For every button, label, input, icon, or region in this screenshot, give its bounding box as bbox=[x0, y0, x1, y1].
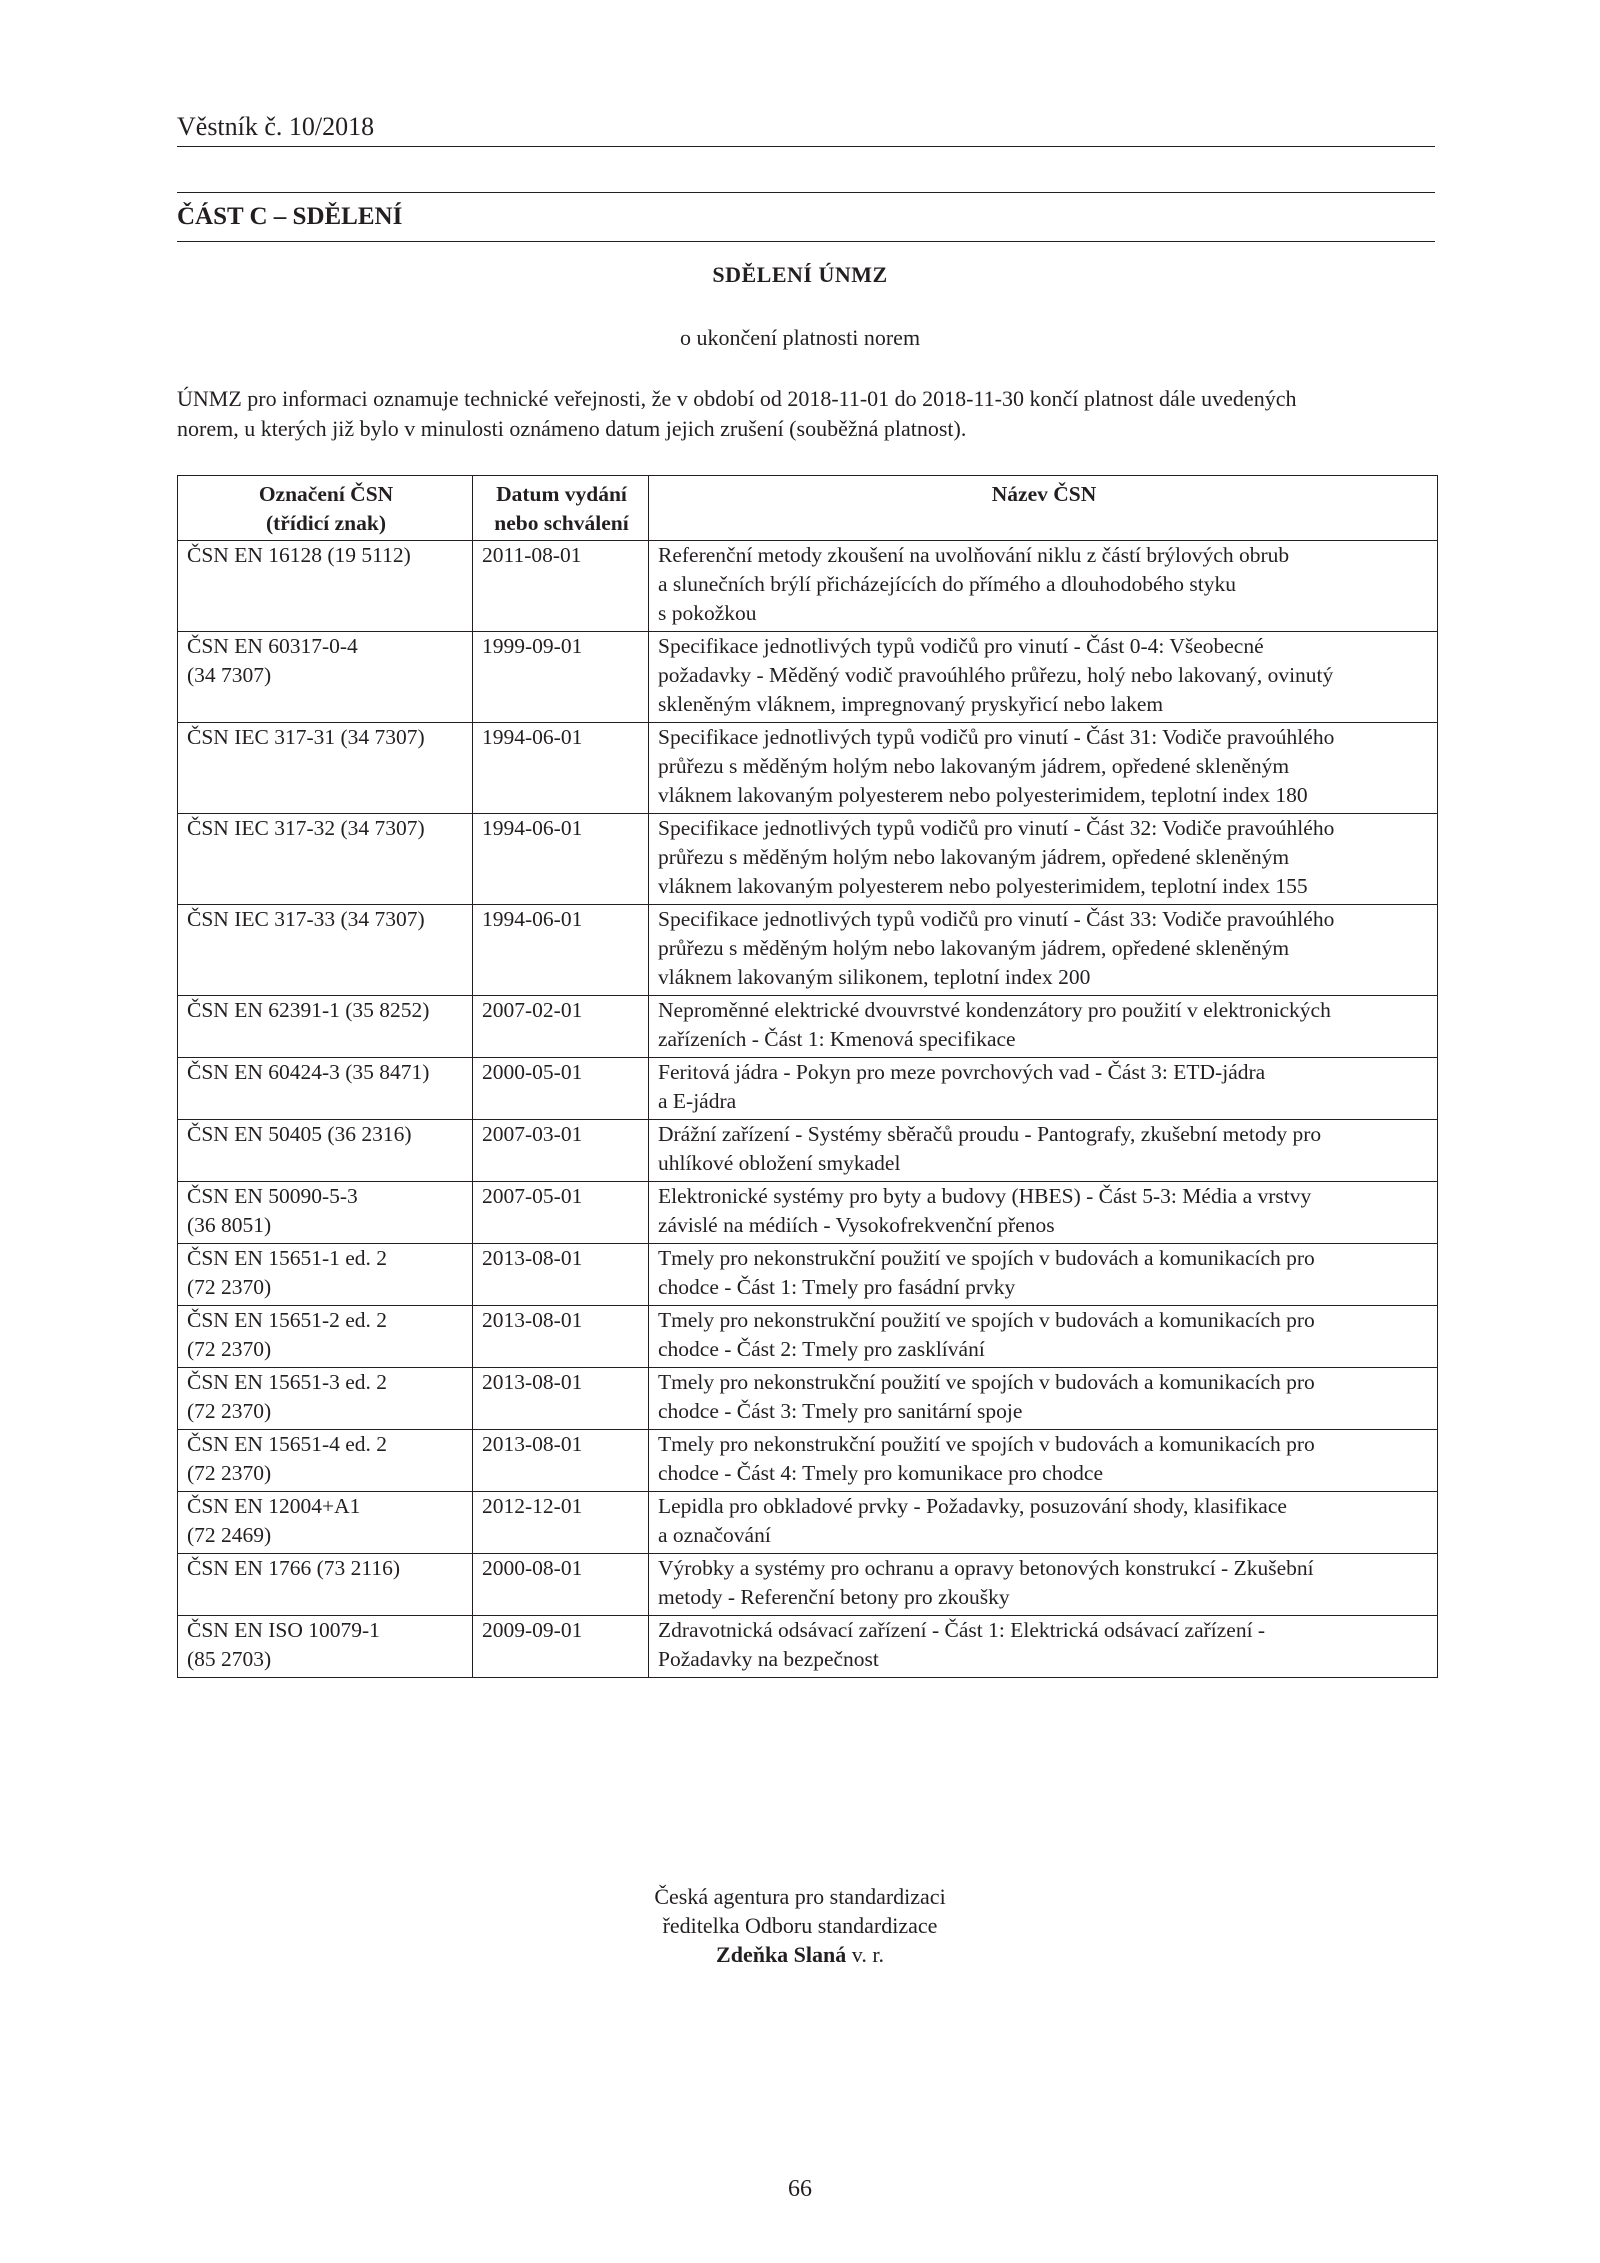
title-line: a E-jádra bbox=[658, 1089, 737, 1113]
cell-title bbox=[649, 1244, 1438, 1306]
table-row bbox=[178, 1058, 1438, 1120]
header-rule bbox=[177, 146, 1435, 147]
title-line: skleněným vláknem, impregnovaný pryskyřicí nebo lakem bbox=[658, 692, 1164, 716]
cell-title bbox=[649, 905, 1438, 996]
header-title: Název ČSN bbox=[649, 476, 1438, 541]
cell-designation bbox=[178, 541, 473, 632]
title-line: zařízeních - Část 1: Kmenová specifikace bbox=[658, 1027, 1016, 1051]
designation-line: ČSN EN 12004+A1 bbox=[187, 1494, 361, 1518]
title-line: průřezu s měděným holým nebo lakovaným jádrem, opředené skleněným bbox=[658, 754, 1290, 778]
date-value: 1994-06-01 bbox=[482, 907, 583, 931]
title-line: Tmely pro nekonstrukční použití ve spojích v budovách a komunikacích pro bbox=[658, 1246, 1315, 1270]
cell-date bbox=[473, 814, 649, 905]
title-line: Elektronické systémy pro byty a budovy (HBES) - Část 5-3: Média a vrstvy bbox=[658, 1184, 1312, 1208]
cell-title bbox=[649, 1554, 1438, 1616]
date-value: 2000-08-01 bbox=[482, 1556, 583, 1580]
table-row bbox=[178, 541, 1438, 632]
title-line: vláknem lakovaným silikonem, teplotní index 200 bbox=[658, 965, 1091, 989]
intro-line: norem, u kterých již bylo v minulosti oznámeno datum jejich zrušení (souběžná platnost). bbox=[177, 416, 967, 441]
table-row bbox=[178, 1368, 1438, 1430]
title-line: průřezu s měděným holým nebo lakovaným jádrem, opředené skleněným bbox=[658, 936, 1290, 960]
title-line: požadavky - Měděný vodič pravoúhlého průřezu, holý nebo lakovaný, ovinutý bbox=[658, 663, 1334, 687]
title-line: Požadavky na bezpečnost bbox=[658, 1647, 879, 1671]
table-row bbox=[178, 1120, 1438, 1182]
title-line: chodce - Část 4: Tmely pro komunikace pro chodce bbox=[658, 1461, 1103, 1485]
designation-line: ČSN EN 16128 (19 5112) bbox=[187, 543, 411, 567]
title-line: metody - Referenční betony pro zkoušky bbox=[658, 1585, 1010, 1609]
cell-title bbox=[649, 1492, 1438, 1554]
table-row bbox=[178, 1182, 1438, 1244]
designation-line: ČSN EN 15651-4 ed. 2 bbox=[187, 1432, 388, 1456]
cell-date bbox=[473, 1492, 649, 1554]
title-line: Tmely pro nekonstrukční použití ve spojích v budovách a komunikacích pro bbox=[658, 1370, 1315, 1394]
table-row bbox=[178, 1616, 1438, 1678]
signature-position: ředitelka Odboru standardizace bbox=[662, 1913, 938, 1938]
cell-title bbox=[649, 1120, 1438, 1182]
cell-title bbox=[649, 1368, 1438, 1430]
date-value: 2007-02-01 bbox=[482, 998, 583, 1022]
cell-date bbox=[473, 1306, 649, 1368]
standards-table bbox=[177, 475, 1438, 1678]
designation-line: ČSN EN 50090-5-3 bbox=[187, 1184, 358, 1208]
intro-line: ÚNMZ pro informaci oznamuje technické veřejnosti, že v období od 2018-11-01 do 2018-11-30 končí platnost dále uvedených bbox=[177, 386, 1297, 411]
designation-line: ČSN EN 15651-2 ed. 2 bbox=[187, 1308, 388, 1332]
title-line: uhlíkové obložení smykadel bbox=[658, 1151, 901, 1175]
designation-line: ČSN EN ISO 10079-1 bbox=[187, 1618, 380, 1642]
title-line: Feritová jádra - Pokyn pro meze povrchových vad - Část 3: ETD-jádra bbox=[658, 1060, 1266, 1084]
table-row bbox=[178, 1244, 1438, 1306]
cell-designation bbox=[178, 814, 473, 905]
cell-title bbox=[649, 814, 1438, 905]
cell-date bbox=[473, 1368, 649, 1430]
running-header: Věstník č. 10/2018 bbox=[177, 112, 375, 141]
title-line: chodce - Část 1: Tmely pro fasádní prvky bbox=[658, 1275, 1016, 1299]
designation-line: ČSN EN 1766 (73 2116) bbox=[187, 1556, 401, 1580]
table-row bbox=[178, 1554, 1438, 1616]
cell-title bbox=[649, 541, 1438, 632]
designation-line: ČSN EN 50405 (36 2316) bbox=[187, 1122, 412, 1146]
table-row bbox=[178, 632, 1438, 723]
cell-title bbox=[649, 1616, 1438, 1678]
title-line: Referenční metody zkoušení na uvolňování niklu z částí brýlových obrub bbox=[658, 543, 1290, 567]
cell-date bbox=[473, 1554, 649, 1616]
signature-line bbox=[0, 1940, 1600, 1969]
cell-title bbox=[649, 1430, 1438, 1492]
title-line: Neproměnné elektrické dvouvrstvé kondenzátory pro použití v elektronických bbox=[658, 998, 1331, 1022]
header-date: Datum vydání nebo schválení bbox=[473, 476, 649, 541]
title-line: s pokožkou bbox=[658, 601, 757, 625]
date-value: 2011-08-01 bbox=[482, 543, 582, 567]
cell-title bbox=[649, 996, 1438, 1058]
section-rule-top bbox=[177, 192, 1435, 193]
cell-title bbox=[649, 1182, 1438, 1244]
designation-line: ČSN IEC 317-33 (34 7307) bbox=[187, 907, 425, 931]
cell-designation bbox=[178, 1244, 473, 1306]
cell-date bbox=[473, 1058, 649, 1120]
title-line: a označování bbox=[658, 1523, 771, 1547]
table-header-row bbox=[178, 476, 1438, 541]
designation-line: (72 2370) bbox=[187, 1461, 272, 1485]
date-value: 2013-08-01 bbox=[482, 1308, 583, 1332]
cell-designation bbox=[178, 1368, 473, 1430]
designation-line: (85 2703) bbox=[187, 1647, 272, 1671]
table-row bbox=[178, 996, 1438, 1058]
date-value: 2007-05-01 bbox=[482, 1184, 583, 1208]
signature-name: Zdeňka Slaná bbox=[716, 1942, 847, 1967]
cell-title bbox=[649, 632, 1438, 723]
cell-date bbox=[473, 905, 649, 996]
title-line: Tmely pro nekonstrukční použití ve spojích v budovách a komunikacích pro bbox=[658, 1308, 1315, 1332]
cell-designation bbox=[178, 1430, 473, 1492]
designation-line: ČSN IEC 317-32 (34 7307) bbox=[187, 816, 425, 840]
cell-designation bbox=[178, 905, 473, 996]
designation-line: ČSN EN 60317-0-4 bbox=[187, 634, 358, 658]
title-line: průřezu s měděným holým nebo lakovaným jádrem, opředené skleněným bbox=[658, 845, 1290, 869]
designation-line: (72 2469) bbox=[187, 1523, 272, 1547]
notice-title: SDĚLENÍ ÚNMZ bbox=[712, 262, 888, 287]
title-line: Výrobky a systémy pro ochranu a opravy betonových konstrukcí - Zkušební bbox=[658, 1556, 1314, 1580]
cell-designation bbox=[178, 1182, 473, 1244]
date-value: 2007-03-01 bbox=[482, 1122, 583, 1146]
date-value: 2013-08-01 bbox=[482, 1246, 583, 1270]
title-line: chodce - Část 3: Tmely pro sanitární spoje bbox=[658, 1399, 1023, 1423]
date-value: 2000-05-01 bbox=[482, 1060, 583, 1084]
title-line: Drážní zařízení - Systémy sběračů proudu - Pantografy, zkušební metody pro bbox=[658, 1122, 1322, 1146]
table-row bbox=[178, 814, 1438, 905]
cell-designation bbox=[178, 1492, 473, 1554]
intro-paragraph bbox=[177, 384, 1439, 444]
designation-line: ČSN EN 62391-1 (35 8252) bbox=[187, 998, 430, 1022]
designation-line: (34 7307) bbox=[187, 663, 272, 687]
date-value: 2009-09-01 bbox=[482, 1618, 583, 1642]
cell-designation bbox=[178, 1616, 473, 1678]
title-line: vláknem lakovaným polyesterem nebo polyesterimidem, teplotní index 180 bbox=[658, 783, 1308, 807]
table-row bbox=[178, 723, 1438, 814]
cell-date bbox=[473, 1182, 649, 1244]
date-value: 2012-12-01 bbox=[482, 1494, 583, 1518]
title-line: závislé na médiích - Vysokofrekvenční přenos bbox=[658, 1213, 1055, 1237]
cell-title bbox=[649, 1058, 1438, 1120]
section-title: ČÁST C – SDĚLENÍ bbox=[177, 203, 403, 230]
designation-line: (36 8051) bbox=[187, 1213, 272, 1237]
date-value: 2013-08-01 bbox=[482, 1432, 583, 1456]
designation-line: ČSN IEC 317-31 (34 7307) bbox=[187, 725, 425, 749]
header-designation: Označení ČSN (třídicí znak) bbox=[178, 476, 473, 541]
title-line: Zdravotnická odsávací zařízení - Část 1: Elektrická odsávací zařízení - bbox=[658, 1618, 1266, 1642]
table-row bbox=[178, 905, 1438, 996]
table-row bbox=[178, 1430, 1438, 1492]
cell-designation bbox=[178, 996, 473, 1058]
title-line: chodce - Část 2: Tmely pro zasklívání bbox=[658, 1337, 985, 1361]
signature-block bbox=[0, 1882, 1600, 1969]
date-value: 2013-08-01 bbox=[482, 1370, 583, 1394]
page-number: 66 bbox=[788, 2176, 812, 2202]
title-line: Lepidla pro obkladové prvky - Požadavky, posuzování shody, klasifikace bbox=[658, 1494, 1287, 1518]
cell-designation bbox=[178, 632, 473, 723]
title-line: Specifikace jednotlivých typů vodičů pro vinutí - Část 33: Vodiče pravoúhlého bbox=[658, 907, 1335, 931]
cell-date bbox=[473, 1430, 649, 1492]
date-value: 1994-06-01 bbox=[482, 725, 583, 749]
signature-suffix: v. r. bbox=[846, 1942, 884, 1967]
designation-line: (72 2370) bbox=[187, 1399, 272, 1423]
section-rule-bottom bbox=[177, 241, 1435, 242]
table-body bbox=[178, 541, 1438, 1678]
date-value: 1999-09-01 bbox=[482, 634, 583, 658]
designation-line: ČSN EN 60424-3 (35 8471) bbox=[187, 1060, 430, 1084]
designation-line: ČSN EN 15651-3 ed. 2 bbox=[187, 1370, 388, 1394]
cell-designation bbox=[178, 1554, 473, 1616]
cell-date bbox=[473, 541, 649, 632]
designation-line: (72 2370) bbox=[187, 1275, 272, 1299]
cell-designation bbox=[178, 1058, 473, 1120]
title-line: Specifikace jednotlivých typů vodičů pro vinutí - Část 31: Vodiče pravoúhlého bbox=[658, 725, 1335, 749]
title-line: a slunečních brýlí přicházejících do přímého a dlouhodobého styku bbox=[658, 572, 1236, 596]
cell-date bbox=[473, 1616, 649, 1678]
signature-organization: Česká agentura pro standardizaci bbox=[654, 1884, 946, 1909]
notice-subtitle: o ukončení platnosti norem bbox=[679, 325, 921, 350]
cell-designation bbox=[178, 1120, 473, 1182]
cell-date bbox=[473, 632, 649, 723]
designation-line: ČSN EN 15651-1 ed. 2 bbox=[187, 1246, 388, 1270]
title-line: Specifikace jednotlivých typů vodičů pro vinutí - Část 32: Vodiče pravoúhlého bbox=[658, 816, 1335, 840]
cell-title bbox=[649, 1306, 1438, 1368]
title-line: Tmely pro nekonstrukční použití ve spojích v budovách a komunikacích pro bbox=[658, 1432, 1315, 1456]
designation-line: (72 2370) bbox=[187, 1337, 272, 1361]
table-row bbox=[178, 1492, 1438, 1554]
cell-designation bbox=[178, 723, 473, 814]
cell-title bbox=[649, 723, 1438, 814]
cell-date bbox=[473, 723, 649, 814]
cell-designation bbox=[178, 1306, 473, 1368]
date-value: 1994-06-01 bbox=[482, 816, 583, 840]
title-line: Specifikace jednotlivých typů vodičů pro vinutí - Část 0-4: Všeobecné bbox=[658, 634, 1264, 658]
cell-date bbox=[473, 1244, 649, 1306]
cell-date bbox=[473, 996, 649, 1058]
title-line: vláknem lakovaným polyesterem nebo polyesterimidem, teplotní index 155 bbox=[658, 874, 1308, 898]
cell-date bbox=[473, 1120, 649, 1182]
table-row bbox=[178, 1306, 1438, 1368]
